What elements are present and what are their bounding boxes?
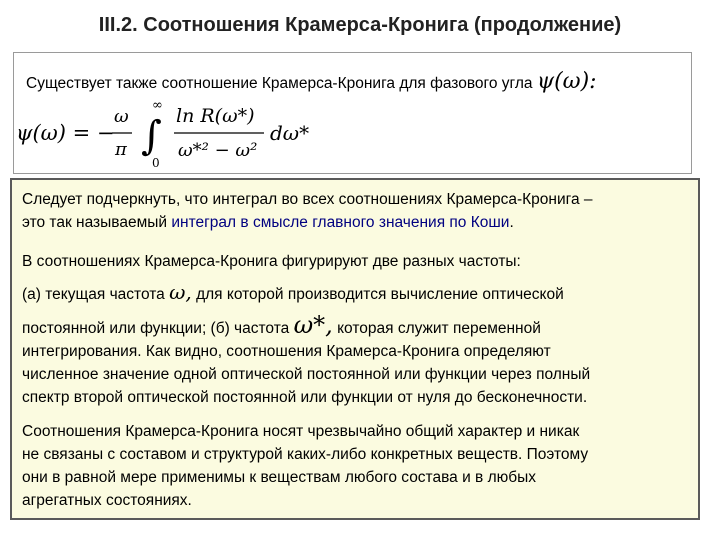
paragraph-generality — [22, 420, 588, 512]
formula-coef-den: π — [115, 139, 127, 160]
explanation-box — [10, 178, 700, 520]
omega-symbol: ω, — [169, 280, 192, 304]
para1-line1: Следует подчеркнуть, что интеграл во всех соотношениях Крамерса-Кронига – — [22, 191, 593, 208]
formula-upper-limit: ∞ — [152, 98, 163, 113]
para2-line3: постоянной или функции; (б) частота ω*, которая служит переменной — [22, 311, 541, 339]
para2-line2: (а) текущая частота ω, для которой производится вычисление оптической — [22, 280, 564, 304]
intro-formula-box — [13, 52, 692, 174]
page-title: III.2. Соотношения Крамерса-Кронига (продолжение) — [98, 14, 622, 36]
para3-line1: Соотношения Крамерса-Кронига носят чрезвычайно общий характер и никак — [22, 423, 580, 440]
formula-lower-limit: 0 — [152, 156, 160, 170]
formula-differential: dω* — [270, 121, 310, 145]
para3-line2: не связаны с составом и структурой каких-либо конкретных веществ. Поэтому — [22, 446, 589, 463]
intro-text — [26, 69, 597, 94]
formula-integral-sign: ∫ — [141, 113, 162, 159]
phase-formula — [16, 97, 336, 173]
principal-value-term: интеграл в смысле главного значения по Коши — [171, 214, 510, 231]
paragraph-two-frequencies — [22, 250, 590, 409]
omega-star-symbol: ω*, — [293, 311, 333, 339]
paragraph-principal-value — [22, 188, 593, 234]
para2-line5: численное значение одной оптической постоянной или функции через полный — [22, 366, 591, 383]
formula-integrand-num: ln R(ω*) — [176, 105, 255, 127]
para2-line1: В соотношениях Крамерса-Кронига фигурируют две разных частоты: — [22, 253, 521, 270]
para3-line4: агрегатных состояниях. — [22, 492, 192, 509]
para3-line3: они в равной мере применимы к веществам любого состава и в любых — [22, 469, 537, 486]
para1-line2: это так называемый интеграл в смысле главного значения по Коши. — [22, 214, 514, 231]
formula-coef-num: ω — [114, 106, 129, 127]
para2-line4: интегрирования. Как видно, соотношения Крамерса-Кронига определяют — [22, 343, 551, 360]
formula-lhs: ψ(ω) = − — [16, 121, 115, 145]
formula-integrand-den: ω*² − ω² — [178, 140, 258, 161]
intro-label: Существует также соотношение Крамерса-Кронига для фазового угла — [26, 75, 533, 92]
psi-omega-symbol: ψ(ω): — [536, 69, 597, 94]
para2-line6: спектр второй оптической постоянной или функции от нуля до бесконечности. — [22, 389, 588, 406]
